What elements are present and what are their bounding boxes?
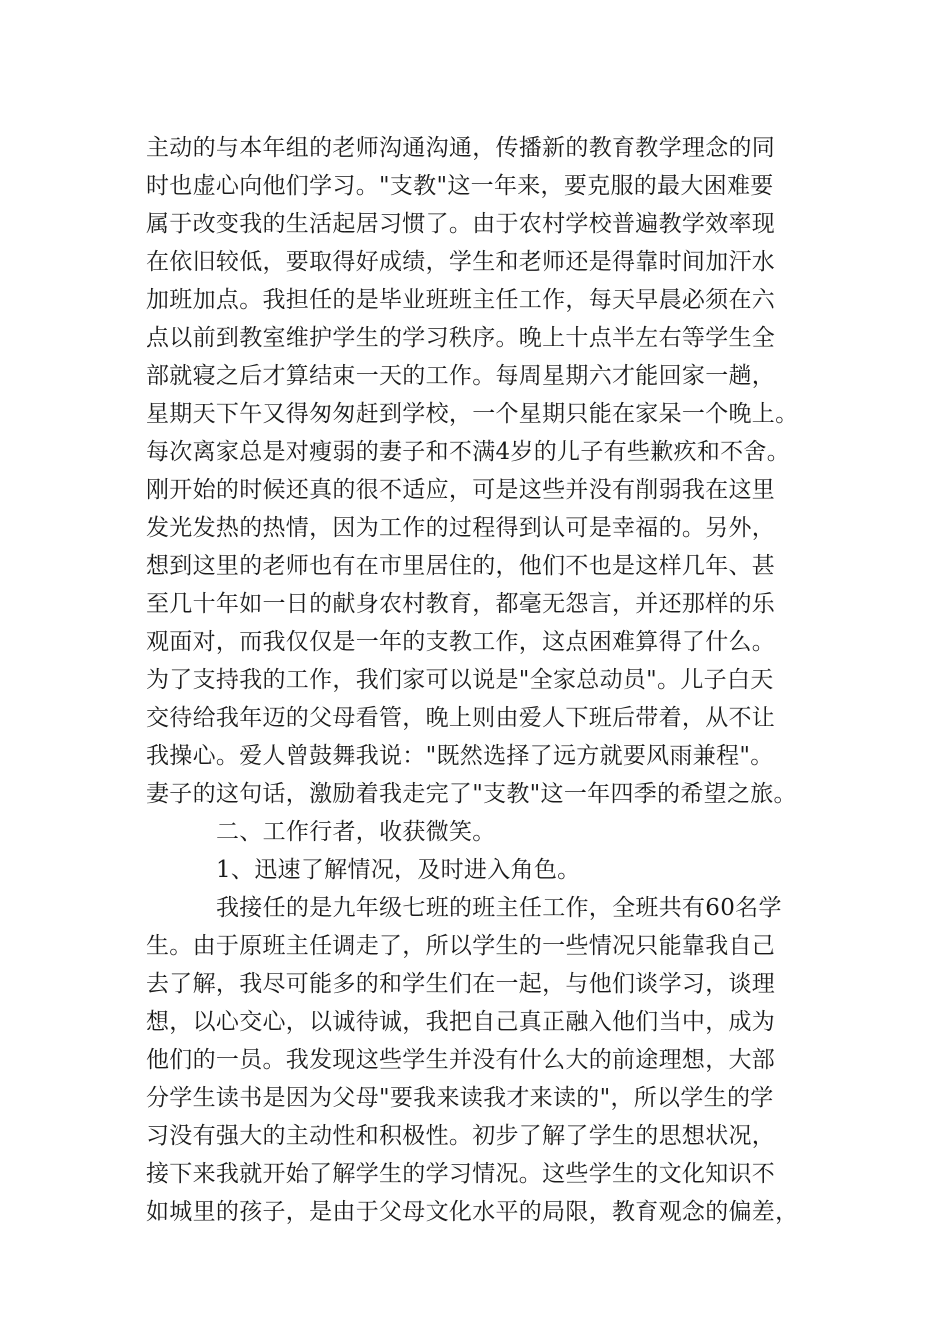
- text-line: 去了解，我尽可能多的和学生们在一起，与他们谈学习，谈理: [146, 971, 776, 997]
- text-line: 至几十年如一日的献身农村教育，都毫无怨言，并还那样的乐: [146, 591, 776, 617]
- text-line: 时也虚心向他们学习。"支教"这一年来，要克服的最大困难要: [146, 173, 774, 199]
- text-line: 在依旧较低，要取得好成绩，学生和老师还是得靠时间加汗水: [146, 249, 776, 275]
- text-line: 每次离家总是对瘦弱的妻子和不满4岁的儿子有些歉疚和不舍。: [146, 439, 791, 465]
- text-line: 加班加点。我担任的是毕业班班主任工作，每天早晨必须在六: [146, 287, 776, 313]
- text-line: 想到这里的老师也有在市里居住的，他们不也是这样几年、甚: [146, 553, 776, 579]
- text-line: 接下来我就开始了解学生的学习情况。这些学生的文化知识不: [146, 1161, 776, 1187]
- text-line: 星期天下午又得匆匆赶到学校，一个星期只能在家呆一个晚上。: [146, 401, 799, 427]
- text-line: 点以前到教室维护学生的学习秩序。晚上十点半左右等学生全: [146, 325, 776, 351]
- section-heading: 二、工作行者，收获微笑。: [216, 819, 496, 845]
- text-line: 观面对，而我仅仅是一年的支教工作，这点困难算得了什么。: [146, 629, 776, 655]
- text-line: 部就寝之后才算结束一天的工作。每周星期六才能回家一趟，: [146, 363, 776, 389]
- text-line: 发光发热的热情，因为工作的过程得到认可是幸福的。另外，: [146, 515, 776, 541]
- text-line: 为了支持我的工作，我们家可以说是"全家总动员"。儿子白天: [146, 667, 774, 693]
- text-line: 他们的一员。我发现这些学生并没有什么大的前途理想，大部: [146, 1047, 776, 1073]
- text-line: 交待给我年迈的父母看管，晚上则由爱人下班后带着，从不让: [146, 705, 776, 731]
- text-line: 刚开始的时候还真的很不适应，可是这些并没有削弱我在这里: [146, 477, 776, 503]
- text-line: 属于改变我的生活起居习惯了。由于农村学校普遍教学效率现: [146, 211, 776, 237]
- subsection-heading: 1、迅速了解情况，及时进入角色。: [216, 857, 581, 883]
- body-text: [146, 129, 816, 1231]
- text-line: 分学生读书是因为父母"要我来读我才来读的"，所以学生的学: [146, 1085, 774, 1111]
- text-line: 主动的与本年组的老师沟通沟通，传播新的教育教学理念的同: [146, 135, 776, 161]
- text-line: 妻子的这句话，激励着我走完了"支教"这一年四季的希望之旅。: [146, 781, 797, 807]
- text-line: 想，以心交心，以诚待诚，我把自己真正融入他们当中，成为: [146, 1009, 776, 1035]
- text-line: 习没有强大的主动性和积极性。初步了解了学生的思想状况，: [146, 1123, 776, 1149]
- text-line: 我操心。爱人曾鼓舞我说："既然选择了远方就要风雨兼程"。: [146, 743, 774, 769]
- text-line: 生。由于原班主任调走了，所以学生的一些情况只能靠我自己: [146, 933, 776, 959]
- text-line: 我接任的是九年级七班的班主任工作，全班共有60名学: [216, 895, 782, 921]
- text-line: 如城里的孩子，是由于父母文化水平的局限，教育观念的偏差，: [146, 1199, 799, 1225]
